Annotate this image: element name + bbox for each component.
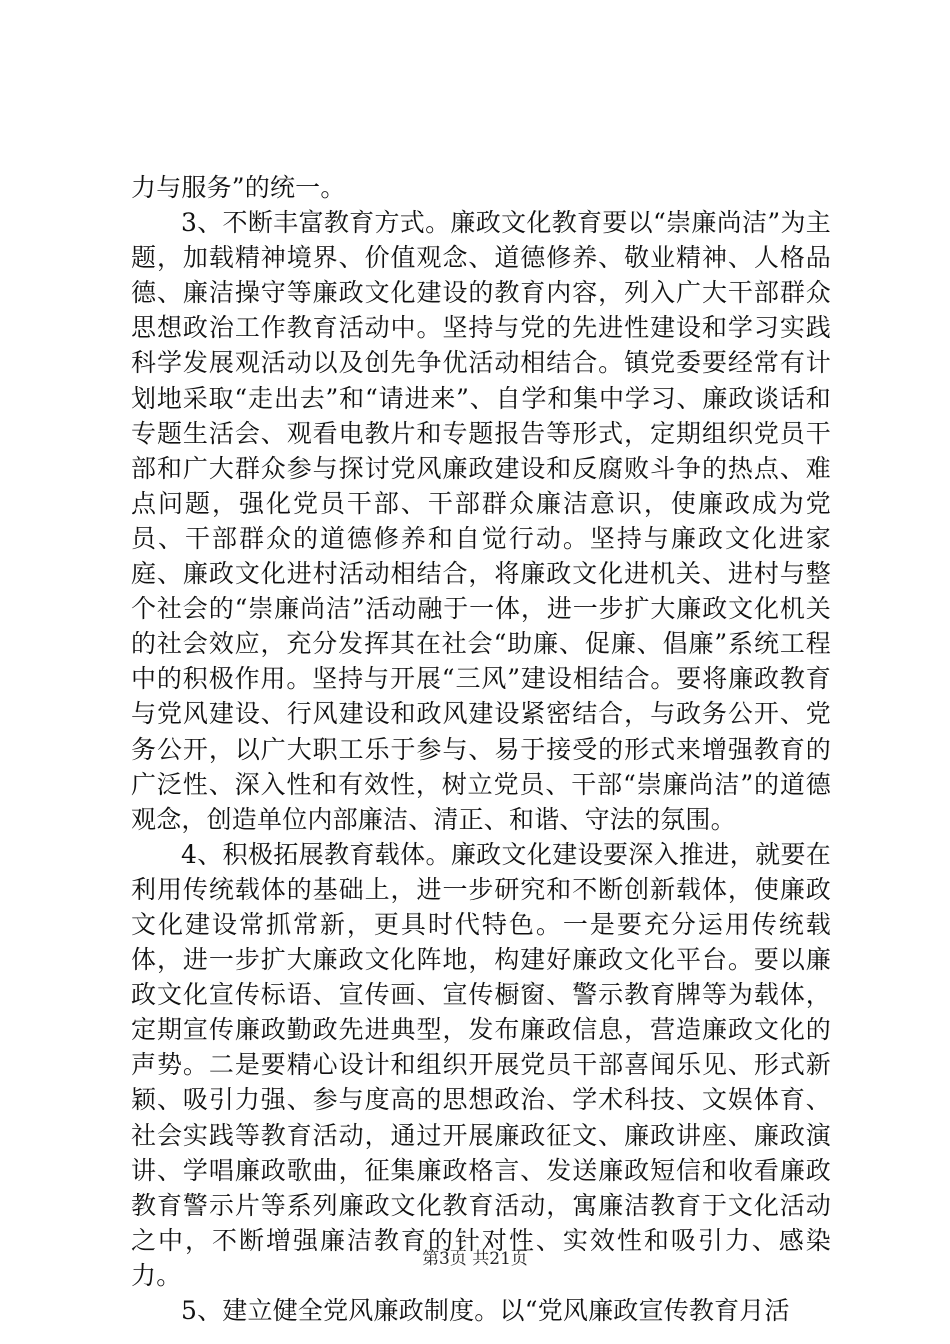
paragraph-item-3: 3、不断丰富教育方式。廉政文化教育要以“崇廉尚洁”为主题，加载精神境界、价值观念、道德修养、敬业精神、人格品德、廉洁操守等廉政文化建设的教育内容，列入广大干部群众思想政治工作教育活动中。坚持与党的先进性建设和学习实践科学发展观活动以及创先争优活动相结合。镇党委要经常有计划地采取“走出去”和“请进来”、自学和集中学习、廉政谈话和专题生活会、观看电教片和专题报告等形式，定期组织党员干部和广大群众参与探讨党风廉政建设和反腐败斗争的热点、难点问题，强化党员干部、干部群众廉洁意识，使廉政成为党员、干部群众的道德修养和自觉行动。坚持与廉政文化进家庭、廉政文化进村活动相结合，将廉政文化进机关、进村与整个社会的“崇廉尚洁”活动融于一体，进一步扩大廉政文化机关的社会效应，充分发挥其在社会“助廉、促廉、倡廉”系统工程中的积极作用。坚持与开展“三风”建设相结合。要将廉政教育与党风建设、行风建设和政风建设紧密结合，与政务公开、党务公开，以广大职工乐于参与、易于接受的形式来增强教育的广泛性、深入性和有效性，树立党员、干部“崇廉尚洁”的道德观念，创造单位内部廉洁、清正、和谐、守法的氛围。 <box>131 208 831 834</box>
paragraph-item-4: 4、积极拓展教育载体。廉政文化建设要深入推进，就要在利用传统载体的基础上，进一步研究和不断创新载体，使廉政文化建设常抓常新，更具时代特色。一是要充分运用传统载体，进一步扩大廉政文化阵地，构建好廉政文化平台。要以廉政文化宣传标语、宣传画、宣传橱窗、警示教育牌等为载体，定期宣传廉政勤政先进典型，发布廉政信息，营造廉政文化的声势。二是要精心设计和组织开展党员干部喜闻乐见、形式新颖、吸引力强、参与度高的思想政治、学术科技、文娱体育、社会实践等教育活动，通过开展廉政征文、廉政讲座、廉政演讲、学唱廉政歌曲，征集廉政格言、发送廉政短信和收看廉政教育警示片等系列廉政文化教育活动，寓廉洁教育于文化活动之中，不断增强廉洁教育的针对性、实效性和吸引力、感染力。 <box>131 839 831 1290</box>
page-number-footer: 第3页 共21页 <box>422 1249 528 1269</box>
paragraph-continuation: 力与服务”的统一。 <box>131 173 346 202</box>
document-body <box>131 170 831 1328</box>
paragraph-item-5: 5、建立健全党风廉政制度。以“党风廉政宣传教育月活 <box>181 1296 790 1325</box>
